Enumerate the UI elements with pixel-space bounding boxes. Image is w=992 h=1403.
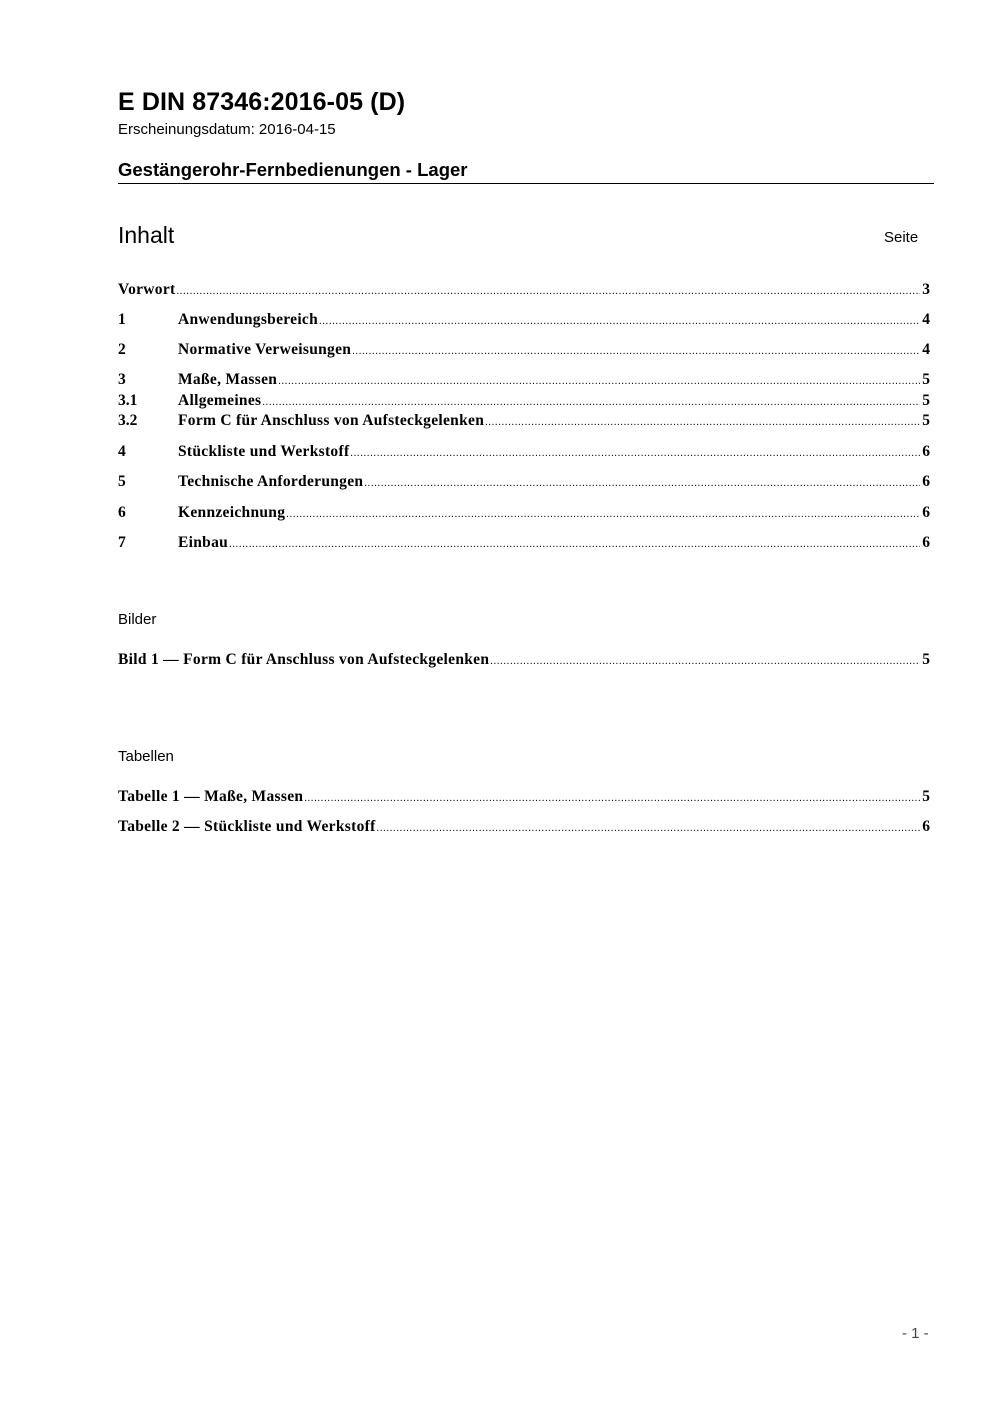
toc-entry-title: Stückliste und Werkstoff: [178, 443, 350, 460]
toc-leader-dots: [485, 417, 920, 428]
toc-leader-dots: [229, 539, 920, 550]
toc-entry-2[interactable]: [118, 341, 930, 361]
title-underline: [118, 183, 934, 184]
toc-leader-dots: [350, 448, 920, 459]
toc-entry-title: Maße, Massen: [178, 371, 278, 388]
toc-heading: Inhalt: [118, 222, 175, 248]
toc-entry-4[interactable]: [118, 443, 930, 463]
figure-entry-page: 5: [922, 651, 930, 668]
figures-heading: Bilder: [118, 611, 157, 628]
table-entry-2[interactable]: [118, 818, 930, 838]
toc-entry-page: 6: [922, 473, 930, 490]
toc-entry-page: 5: [922, 392, 930, 409]
toc-entry-number: 1: [118, 311, 126, 328]
toc-entry-3[interactable]: [118, 371, 930, 391]
toc-entry-page: 5: [922, 371, 930, 388]
toc-leader-dots: [377, 823, 920, 834]
toc-leader-dots: [278, 376, 920, 387]
toc-entry-1[interactable]: [118, 311, 930, 331]
toc-entry-title: Anwendungsbereich: [178, 311, 319, 328]
toc-leader-dots: [319, 316, 920, 327]
toc-leader-dots: [286, 509, 920, 520]
toc-entry-page: 3: [922, 281, 930, 298]
toc-entry-3-1[interactable]: [118, 392, 930, 412]
toc-entry-page: 4: [922, 341, 930, 358]
toc-entry-title: Form C für Anschluss von Aufsteckgelenken: [178, 412, 485, 429]
toc-entry-7[interactable]: [118, 534, 930, 554]
toc-entry-title: Normative Verweisungen: [178, 341, 352, 358]
toc-leader-dots: [304, 793, 920, 804]
table-entry-page: 5: [922, 788, 930, 805]
toc-entry-number: 7: [118, 534, 126, 551]
toc-entry-page: 6: [922, 443, 930, 460]
toc-leader-dots: [262, 397, 920, 408]
toc-leader-dots: [352, 346, 920, 357]
document-title: Gestängerohr-Fernbedienungen - Lager: [118, 159, 468, 180]
toc-entry-number: 5: [118, 473, 126, 490]
toc-entry-title: Kennzeichnung: [178, 504, 286, 521]
toc-entry-title: Vorwort: [118, 281, 176, 298]
toc-entry-6[interactable]: [118, 504, 930, 524]
toc-entry-number: 6: [118, 504, 126, 521]
toc-leader-dots: [364, 478, 920, 489]
page-column-label: Seite: [884, 229, 919, 246]
figure-entry-title: Bild 1 — Form C für Anschluss von Aufsteckgelenken: [118, 651, 490, 668]
toc-leader-dots: [177, 286, 921, 297]
table-entry-title: Tabelle 1 — Maße, Massen: [118, 788, 304, 805]
toc-entry-number: 3.1: [118, 392, 138, 409]
table-entry-title: Tabelle 2 — Stückliste und Werkstoff: [118, 818, 376, 835]
toc-entry-number: 3: [118, 371, 126, 388]
toc-entry-title: Einbau: [178, 534, 229, 551]
document-id: E DIN 87346:2016-05 (D): [118, 88, 406, 116]
toc-entry-5[interactable]: [118, 473, 930, 493]
toc-entry-title: Allgemeines: [178, 392, 262, 409]
toc-leader-dots: [490, 656, 920, 667]
tables-heading: Tabellen: [118, 748, 174, 765]
table-entry-1[interactable]: [118, 788, 930, 808]
toc-entry-page: 6: [922, 504, 930, 521]
table-entry-page: 6: [922, 818, 930, 835]
toc-entry-page: 5: [922, 412, 930, 429]
toc-entry-title: Technische Anforderungen: [178, 473, 364, 490]
toc-entry-number: 2: [118, 341, 126, 358]
page-number: - 1 -: [902, 1325, 929, 1342]
toc-entry-page: 6: [922, 534, 930, 551]
publication-date: Erscheinungsdatum: 2016-04-15: [118, 121, 336, 138]
toc-entry-number: 3.2: [118, 412, 138, 429]
toc-entry-vorwort[interactable]: [118, 281, 930, 301]
toc-entry-3-2[interactable]: [118, 412, 930, 432]
toc-entry-page: 4: [922, 311, 930, 328]
toc-entry-number: 4: [118, 443, 126, 460]
figure-entry-1[interactable]: [118, 651, 930, 671]
